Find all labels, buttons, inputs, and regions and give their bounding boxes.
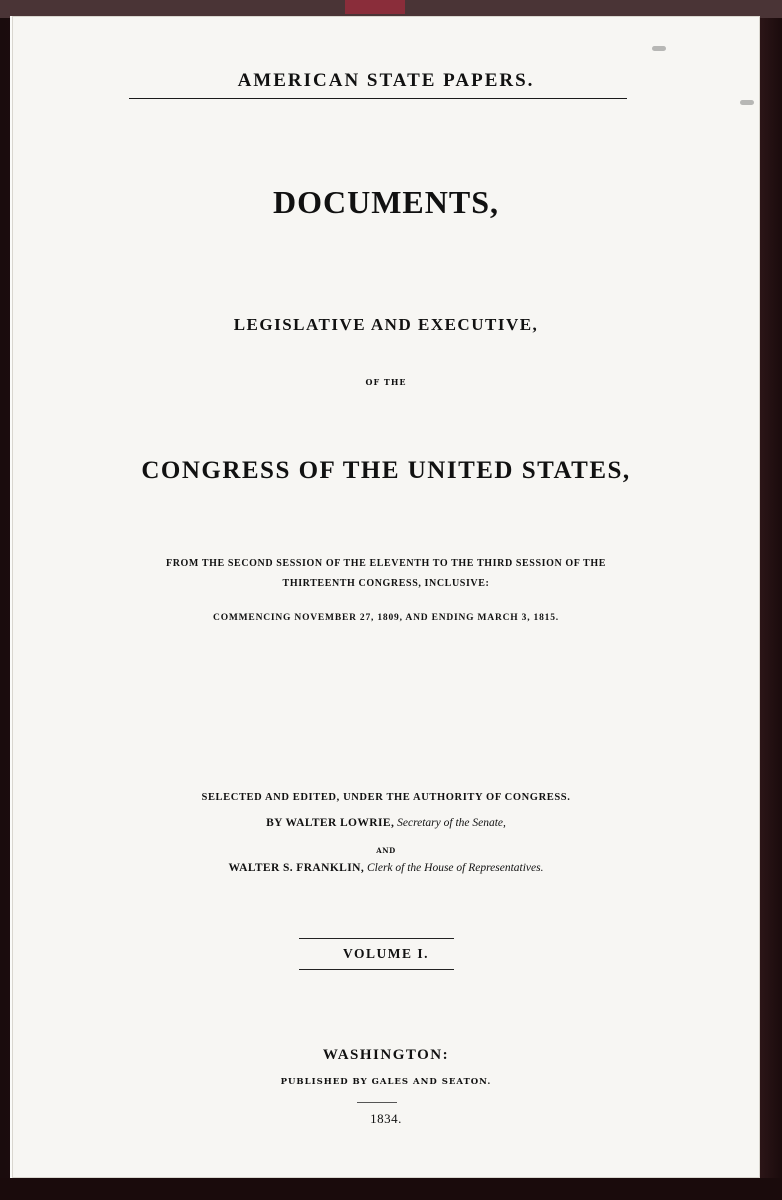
editor-2: [12, 862, 760, 874]
session-range-line-1: FROM THE SECOND SESSION OF THE ELEVENTH TO THE THIRD SESSION OF THE: [166, 558, 606, 569]
title-page: [10, 16, 760, 1178]
session-range-line-2: THIRTEENTH CONGRESS, INCLUSIVE:: [282, 578, 490, 589]
and-line: AND: [376, 846, 396, 855]
congress-title: CONGRESS OF THE UNITED STATES,: [141, 457, 631, 484]
volume-rule-top: [299, 938, 454, 939]
editor-2-name: WALTER S. FRANKLIN,: [228, 862, 365, 874]
publication-year: 1834.: [370, 1111, 402, 1126]
year-rule: [357, 1102, 397, 1103]
documents-title: DOCUMENTS,: [272, 184, 499, 220]
paper-mark: [652, 46, 666, 51]
right-edge: [758, 18, 782, 1200]
editor-1: [12, 817, 760, 829]
of-the-line: OF THE: [365, 377, 407, 387]
session-range: [12, 554, 760, 594]
selected-line: SELECTED AND EDITED, UNDER THE AUTHORITY OF CONGRESS.: [201, 792, 571, 803]
series-title: AMERICAN STATE PAPERS.: [237, 70, 535, 91]
editor-1-prefix: BY: [266, 817, 286, 829]
publisher-line: PUBLISHED BY GALES AND SEATON.: [280, 1077, 492, 1087]
red-bookmark-tab: [345, 0, 405, 14]
show-through-heading: [122, 116, 722, 144]
editor-1-name: WALTER LOWRIE,: [285, 817, 395, 829]
place-of-publication: WASHINGTON:: [322, 1047, 450, 1063]
editor-2-title: Clerk of the House of Representatives.: [366, 862, 544, 874]
header-rule: [129, 98, 627, 99]
volume-label: VOLUME I.: [343, 946, 429, 961]
editor-1-title: Secretary of the Senate,: [397, 817, 506, 829]
paper-mark: [740, 100, 754, 105]
legislative-line: LEGISLATIVE AND EXECUTIVE,: [233, 315, 539, 334]
bottom-edge: [0, 1178, 782, 1200]
show-through-text: [112, 266, 732, 350]
commencing-line: COMMENCING NOVEMBER 27, 1809, AND ENDING MARCH 3, 1815.: [213, 613, 559, 623]
volume-rule-bottom: [299, 969, 454, 970]
